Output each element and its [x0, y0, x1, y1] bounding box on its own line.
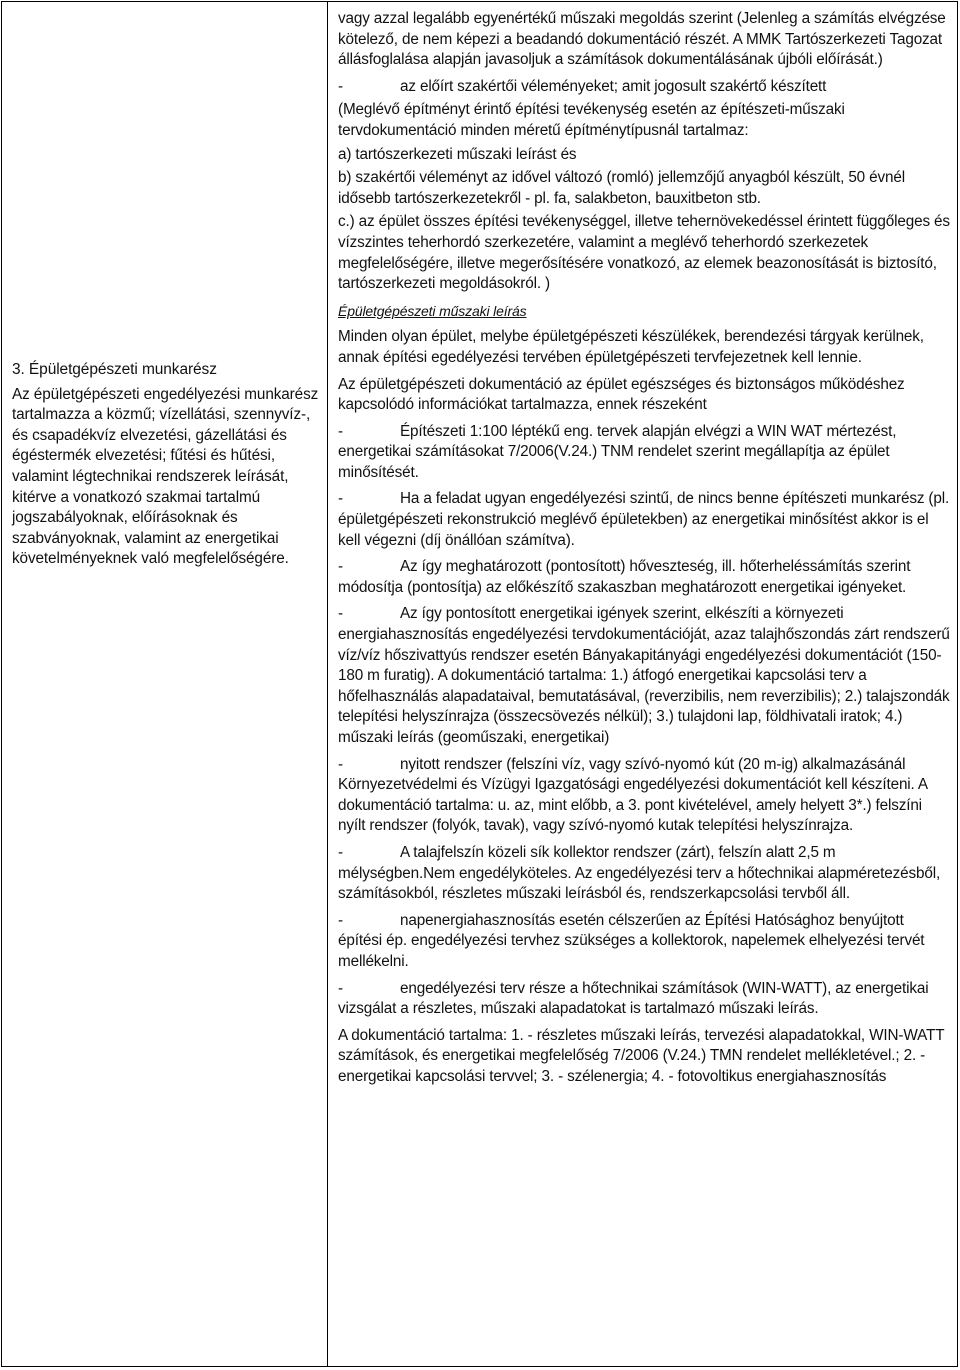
expert-item: [338, 77, 950, 98]
right-column: [338, 9, 950, 1094]
paragraph-1: Minden olyan épület, melybe épületgépészeti készülékek, berendezési tárgyak kerülnek, annak építési egedélyezési tervében épületgépészeti tervfejezetnek kell lennie.: [338, 328, 924, 366]
left-column: [12, 360, 320, 570]
list-item: [338, 755, 950, 837]
list-item-text: nyitott rendszer (felszíni víz, vagy szívó-nyomó kút (20 m-ig) alkalmazásánál Környezetvédelmi és Vízügyi Igazgatósági engedélyezési dokumentációt kell készíteni. A dokumentáció tartalma: u. az, mint előbb, a 3. pont kivételével, amely helyett 3*.) felszíni nyílt rendszer (folyók, tavak), vagy szívó-nyomó kutak telepítési helyszínrajza.: [338, 755, 928, 835]
list-item: [338, 911, 950, 973]
list-item-text: Az így pontosított energetikai igények szerint, elkészíti a környezeti energiahasznosítás engedélyezési tervdokumentációját, azaz talajhőszondás zárt rendszerű víz/víz hőszivattyús rendszer esetén Bányakapitányági engedélyezési dokumentációt (150-180 m furatig). A dokumentáció tartalma: 1.) átfogó energetikai kapcsolási terv a hőfelhasználás alapadataival, bemutatásával, (reverzibilis, nem reverzibilis); 2.) talajszondák telepítési helyszínrajza (összecsövezés nélkül); 3.) tulajdoni lap, földhivatali iratok; 4.) műszaki leírás (geoműszaki, energetikai): [338, 605, 950, 746]
bullet-dash: -: [338, 979, 343, 997]
list-item: [338, 557, 950, 598]
bullet-dash: -: [338, 422, 343, 440]
list-item-text: A talajfelszín közeli sík kollektor rendszer (zárt), felszín alatt 2,5 m mélységben.Nem engedélyköteles. Az engedélyezési terv a hőtechnikai alapméretezésből, számításokból, részletes műszaki leírásból és, rendszerkapcsolási tervből áll.: [338, 843, 941, 903]
list-item-text: Építészeti 1:100 léptékű eng. tervek alapján elvégzi a WIN WAT mértezést, energetikai számításokat 7/2006(V.24.) TNM rendelet szerint megállapítja az épület minősítését.: [338, 422, 897, 481]
expert-item-text: az előírt szakértői véleményeket; amit jogosult szakértő készített: [400, 77, 827, 95]
section-title: Épületgépészeti műszaki leírás: [338, 302, 527, 319]
bullet-dash: -: [338, 558, 343, 576]
list-item-text: Az így meghatározott (pontosított) hőveszteség, ill. hőterheléssámítás szerint módosítja (pontosítja) az előkészítő szakaszban meghatározott energetikai igényeket.: [338, 558, 911, 596]
section-heading: 3. Épületgépészeti munkarész: [12, 361, 217, 378]
point-b: b) szakértői véleményt az idővel változó (romló) jellemzőjű anyagból készült, 50 évnél idősebb tartószerkezetekről - pl. fa, salakbeton, bauxitbeton stb.: [338, 169, 905, 207]
point-a: a) tartószerkezeti műszaki leírást és: [338, 145, 577, 163]
list-item-text: engedélyezési terv része a hőtechnikai számítások (WIN-WATT), az energetikai vizsgálat a részletes, műszaki alapadatokat is tartalmazó műszaki leírás.: [338, 979, 929, 1018]
bullet-dash: -: [338, 490, 343, 508]
list-item: [338, 489, 950, 551]
column-divider: [327, 1, 328, 1367]
section-description: Az épületgépészeti engedélyezési munkarész tartalmazza a közmű; vízellátási, szennyvíz-, és csapadékvíz elvezetési, gázellátási és égéstermék elvezetési; fűtési és hűtési, valamint légtechnikai rendszerek leírását, kitérve a vonatkozó szakmai tartalmú jogszabályoknak, előírásoknak és szabványoknak, valamint az energetikai követelményeknek való megfelelőségére.: [12, 385, 319, 568]
bullet-dash: -: [338, 843, 343, 861]
list-item: [338, 422, 950, 484]
bullet-dash: -: [338, 605, 343, 623]
bullet-dash: -: [338, 77, 343, 95]
intro-paragraph: vagy azzal legalább egyenértékű műszaki megoldás szerint (Jelenleg a számítás elvégzése kötelező, de nem képezi a beadandó dokumentáció részét. A MMK Tartószerkezeti Tagozat állásfoglalása alapján javasoljuk a számítások dokumentálásának újbóli előírását.): [338, 10, 946, 69]
list-item: [338, 979, 950, 1020]
bullet-dash: -: [338, 911, 343, 929]
bullet-dash: -: [338, 755, 343, 773]
point-c: c.) az épület összes építési tevékenységgel, illetve tehernövekedéssel érintett függőleges és vízszintes teherhordó szerkezetére, valamint a meglévő teherhordó szerkezetek megfelelőségére, illetve megerősítésére vonatkozó, az elemek beazonosítását is biztosító, tartószerkezeti megoldásokról. ): [338, 213, 950, 293]
list-item-text: Ha a feladat ugyan engedélyezési szintű, de nincs benne építészeti munkarész (pl. épületgépészeti rekonstrukció meglévő épületekben) az energetikai minősítést akkor is el kell végezni (díj önállóan számítva).: [338, 490, 950, 549]
list-item: [338, 843, 950, 905]
list-item-text: napenergiahasznosítás esetén célszerűen az Építési Hatósághoz benyújtott építési ép. engedélyezési tervhez szükséges a kollektorok, napelemek elhelyezési tervét mellékelni.: [338, 911, 925, 970]
expert-note: (Meglévő építményt érintő építési tevékenység esetén az építészeti-műszaki tervdokumentáció minden méretű építménytípusnál tartalmaz:: [338, 101, 845, 139]
list-item: [338, 604, 950, 748]
paragraph-2: Az épületgépészeti dokumentáció az épület egészséges és biztonságos működéshez kapcsolódó információkat tartalmazza, ennek részeként: [338, 375, 905, 414]
final-paragraph: A dokumentáció tartalma: 1. - részletes műszaki leírás, tervezési alapadatokkal, WIN-WATT számítások, és energetikai megfelelőség 7/2006 (V.24.) TMN rendelet mellékletével.; 2. - energetikai kapcsolási tervvel; 3. - szélenergia; 4. - fotovoltikus energiahasznosítás: [338, 1026, 945, 1085]
